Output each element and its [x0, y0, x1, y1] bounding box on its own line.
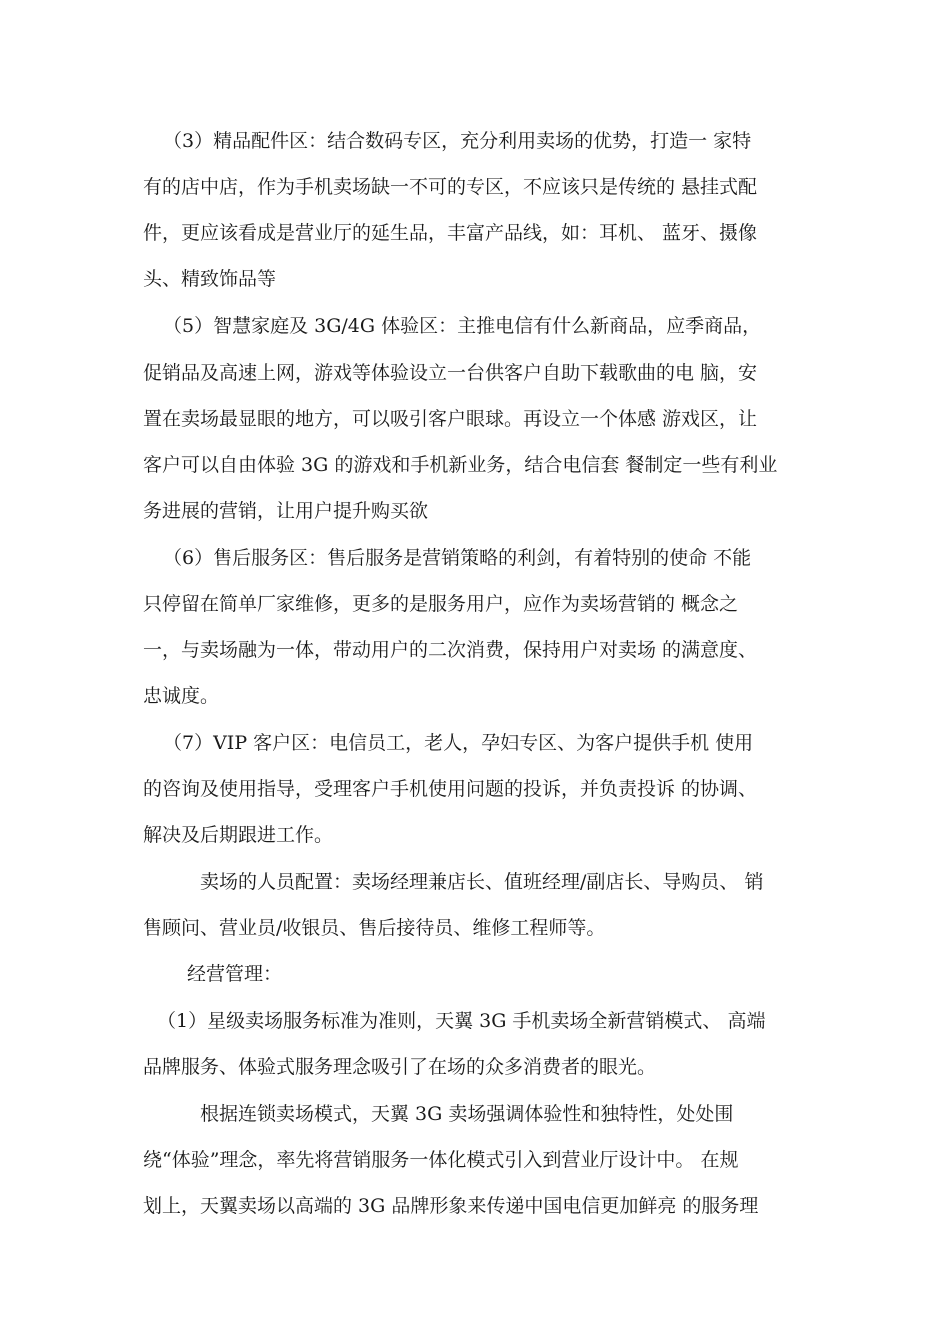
text-line: 头、精致饰品等: [143, 268, 277, 290]
text-line: 划上，天翼卖场以高端的 3G 品牌形象来传递中国电信更加鲜亮 的服务理: [143, 1195, 759, 1217]
text-line: （6）售后服务区：售后服务是营销策略的利剑，有着特别的使命 不能: [163, 547, 752, 569]
text-line: 有的店中店，作为手机卖场缺一不可的专区，不应该只是传统的 悬挂式配: [143, 176, 758, 198]
text-line: 务进展的营销，让用户提升购买欲: [143, 500, 429, 522]
text-line: 的咨询及使用指导，受理客户手机使用问题的投诉，并负责投诉 的协调、: [143, 778, 758, 800]
text-line: （1）星级卖场服务标准为准则，天翼 3G 手机卖场全新营销模式、 高端: [157, 1010, 766, 1032]
text-line: 忠诚度。: [143, 685, 220, 707]
text-line: 根据连锁卖场模式，天翼 3G 卖场强调体验性和独特性，处处围: [200, 1103, 734, 1125]
text-line: （7）VIP 客户区：电信员工，老人，孕妇专区、为客户提供手机 使用: [163, 732, 754, 754]
text-line: 售顾问、营业员/收银员、售后接待员、维修工程师等。: [143, 917, 606, 939]
text-line: （5）智慧家庭及 3G/4G 体验区：主推电信有什么新商品，应季商品，: [163, 315, 762, 337]
text-line: 只停留在简单厂家维修，更多的是服务用户，应作为卖场营销的 概念之: [143, 593, 739, 615]
text-line: 品牌服务、体验式服务理念吸引了在场的众多消费者的眼光。: [143, 1056, 657, 1078]
text-line: 绕“体验”理念，率先将营销服务一体化模式引入到营业厅设计中。 在规: [143, 1149, 739, 1171]
text-line: 促销品及高速上网，游戏等体验设立一台供客户自助下载歌曲的电 脑，安: [143, 362, 758, 384]
text-line: 卖场的人员配置：卖场经理兼店长、值班经理/副店长、导购员、 销: [200, 871, 764, 893]
text-line: 一，与卖场融为一体，带动用户的二次消费，保持用户对卖场 的满意度、: [143, 639, 758, 661]
text-line: 经营管理：: [187, 963, 283, 985]
text-line: （3）精品配件区：结合数码专区，充分利用卖场的优势，打造一 家特: [163, 130, 752, 152]
text-line: 置在卖场最显眼的地方，可以吸引客户眼球。再设立一个体感 游戏区，让: [143, 408, 758, 430]
text-line: 解决及后期跟进工作。: [143, 824, 334, 846]
text-line: 件，更应该看成是营业厅的延生品，丰富产品线，如：耳机、 蓝牙、摄像: [143, 222, 758, 244]
text-line: 客户可以自由体验 3G 的游戏和手机新业务，结合电信套 餐制定一些有利业: [143, 454, 778, 476]
